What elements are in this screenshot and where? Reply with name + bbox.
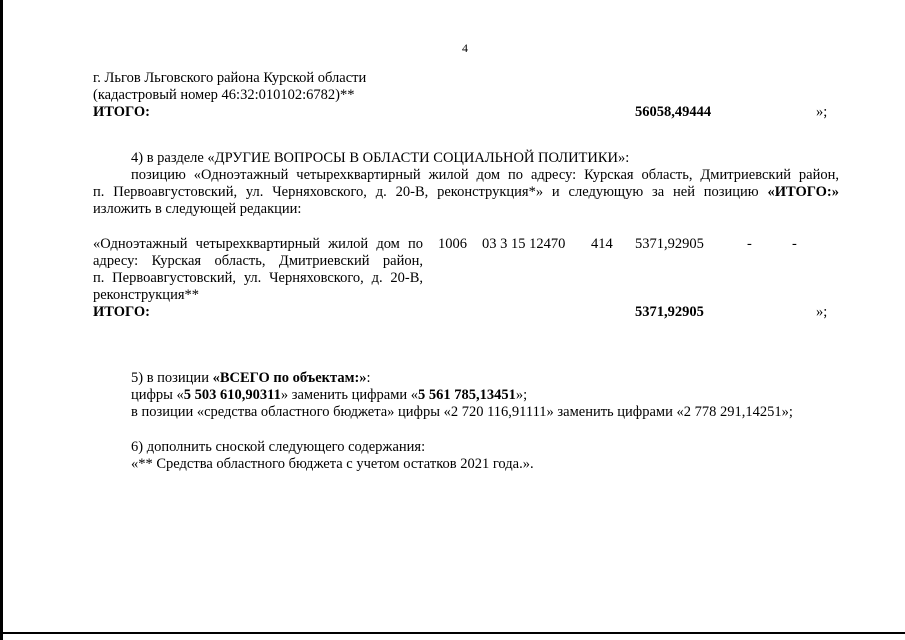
item6-heading: 6) дополнить сноской следующего содержания: [131,439,426,455]
row-type-code: 414 [591,236,613,252]
item4-line1: позицию «Одноэтажный четырехквартирный жилой дом по адресу: Курская область, Дмитриевский район, [131,167,839,183]
item5-old-total: 5 503 610,90311 [183,387,281,403]
total-value-2: 5371,92905 [635,304,704,320]
item5-heading-text: 5) в позиции [131,370,213,386]
total-label-2: ИТОГО: [93,304,151,320]
total-label-1: ИТОГО: [93,104,151,120]
row-name-line2: адресу: Курская область, Дмитриевский район, [93,253,423,269]
row-dash-2: - [792,236,797,252]
scan-edge-left [0,0,3,640]
close-quote-1: »; [816,104,828,120]
item4-line2-bold: «ИТОГО:» [767,184,840,200]
item6-footnote: «** Средства областного бюджета с учетом остатков 2021 года.». [131,456,534,472]
row-name-line1: «Одноэтажный четырехквартирный жилой дом по [93,236,423,252]
cadastral-number-line: (кадастровый номер 46:32:010102:6782)** [93,87,355,103]
item4-line2 [93,184,839,201]
scan-edge-bottom [0,632,905,634]
row-dash-1: - [747,236,752,252]
page-number: 4 [462,41,468,55]
item5-new-total: 5 561 785,13451 [418,387,516,403]
item5-heading-bold: «ВСЕГО по объектам:» [212,370,367,386]
item5-line3: в позиции «средства областного бюджета» цифры «2 720 116,91111» заменить цифрами «2 778 291,14251»; [131,404,793,420]
row-amount: 5371,92905 [635,236,704,252]
item5-line2-c: » заменить цифрами « [280,387,419,403]
row-target-code: 03 3 15 12470 [482,236,566,252]
item5-line2-a: цифры « [131,387,184,403]
row-section-code: 1006 [438,236,467,252]
total-value-1: 56058,49444 [635,104,712,120]
item5-heading-end: : [366,370,371,386]
item4-line3: изложить в следующей редакции: [93,201,302,217]
item5-line2 [131,387,527,404]
row-name-line3: п. Первоавгустовский, ул. Черняховского, д. 20-В, [93,270,423,286]
item5-line2-e: »; [515,387,528,403]
item4-line2-text: п. Первоавгустовский, ул. Черняховского, д. 20-В, реконструкция*» и следующую за ней позицию [93,184,759,200]
row-name-line4: реконструкция** [93,287,199,303]
close-quote-2: »; [816,304,828,320]
item4-heading: 4) в разделе «ДРУГИЕ ВОПРОСЫ В ОБЛАСТИ СОЦИАЛЬНОЙ ПОЛИТИКИ»: [131,150,630,166]
item5-heading [131,370,371,387]
object-location-line: г. Льгов Льговского района Курской области [93,70,367,86]
